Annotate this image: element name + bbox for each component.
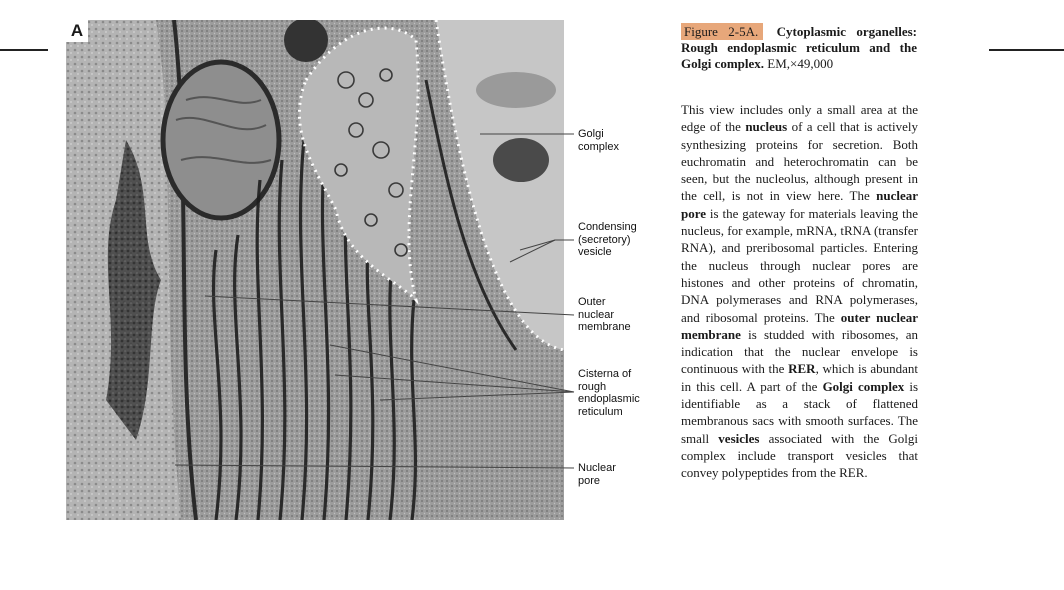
term-nuclear-pore: nuclear pore bbox=[681, 188, 918, 221]
figure-magnification: EM,×49,000 bbox=[767, 56, 834, 71]
body-text: is studded with ribosomes, an indication that the nuclear envelope is continuous with the bbox=[681, 326, 918, 377]
body-text: is identifiable as a stack of flattened membranous sacs with smooth surfaces. The small bbox=[681, 378, 918, 446]
figure-label: Figure 2-5A. bbox=[681, 23, 763, 40]
callout-golgi-complex: Golgi complex bbox=[578, 128, 619, 153]
body-text: is the gateway for materials leaving the nucleus, for example, mRNA, tRNA (transfer RNA), and preribosomal particles. Entering the nucleus through nuclear pores are histones and other proteins of chromatin, DNA polymerases and RNA polymerases, and ribosomal proteins. The bbox=[681, 205, 918, 325]
figure-title: Cytoplasmic organelles: Rough endoplasmic reticulum and the Golgi complex. bbox=[681, 24, 918, 71]
body-text: associated with the Golgi complex include transport vesicles that convey polypeptides from the RER. bbox=[681, 430, 918, 481]
term-nucleus: nucleus bbox=[745, 119, 788, 135]
term-vesicles: vesicles bbox=[718, 430, 760, 446]
micrograph-drawing bbox=[66, 20, 564, 520]
electron-micrograph bbox=[66, 20, 564, 520]
callout-outer-nuclear-membrane: Outer nuclear membrane bbox=[578, 296, 631, 333]
figure-caption-title bbox=[681, 24, 917, 72]
term-outer-nuclear-membrane: outer nuclear membrane bbox=[681, 309, 919, 342]
callout-nuclear-pore: Nuclear pore bbox=[578, 462, 616, 487]
callout-cisterna-rer: Cisterna of rough endoplasmic reticulum bbox=[578, 368, 640, 418]
header-rule-right bbox=[989, 49, 1064, 51]
header-rule-left bbox=[0, 49, 48, 51]
body-text: This view includes only a small area at the edge of the bbox=[681, 102, 918, 135]
term-rer: RER bbox=[788, 361, 816, 377]
body-text: , which is abundant in this cell. A part of the bbox=[681, 361, 918, 394]
body-text: of a cell that is actively synthesizing proteins for secretion. Both euchromatin and heterochromatin can be seen, but the nucleolus, although present in the cell, is not in view here. The bbox=[681, 119, 918, 204]
term-golgi-complex: Golgi complex bbox=[822, 378, 905, 394]
figure-caption-body bbox=[681, 101, 918, 482]
panel-letter: A bbox=[66, 20, 88, 42]
callout-condensing-vesicle: Condensing (secretory) vesicle bbox=[578, 221, 637, 258]
